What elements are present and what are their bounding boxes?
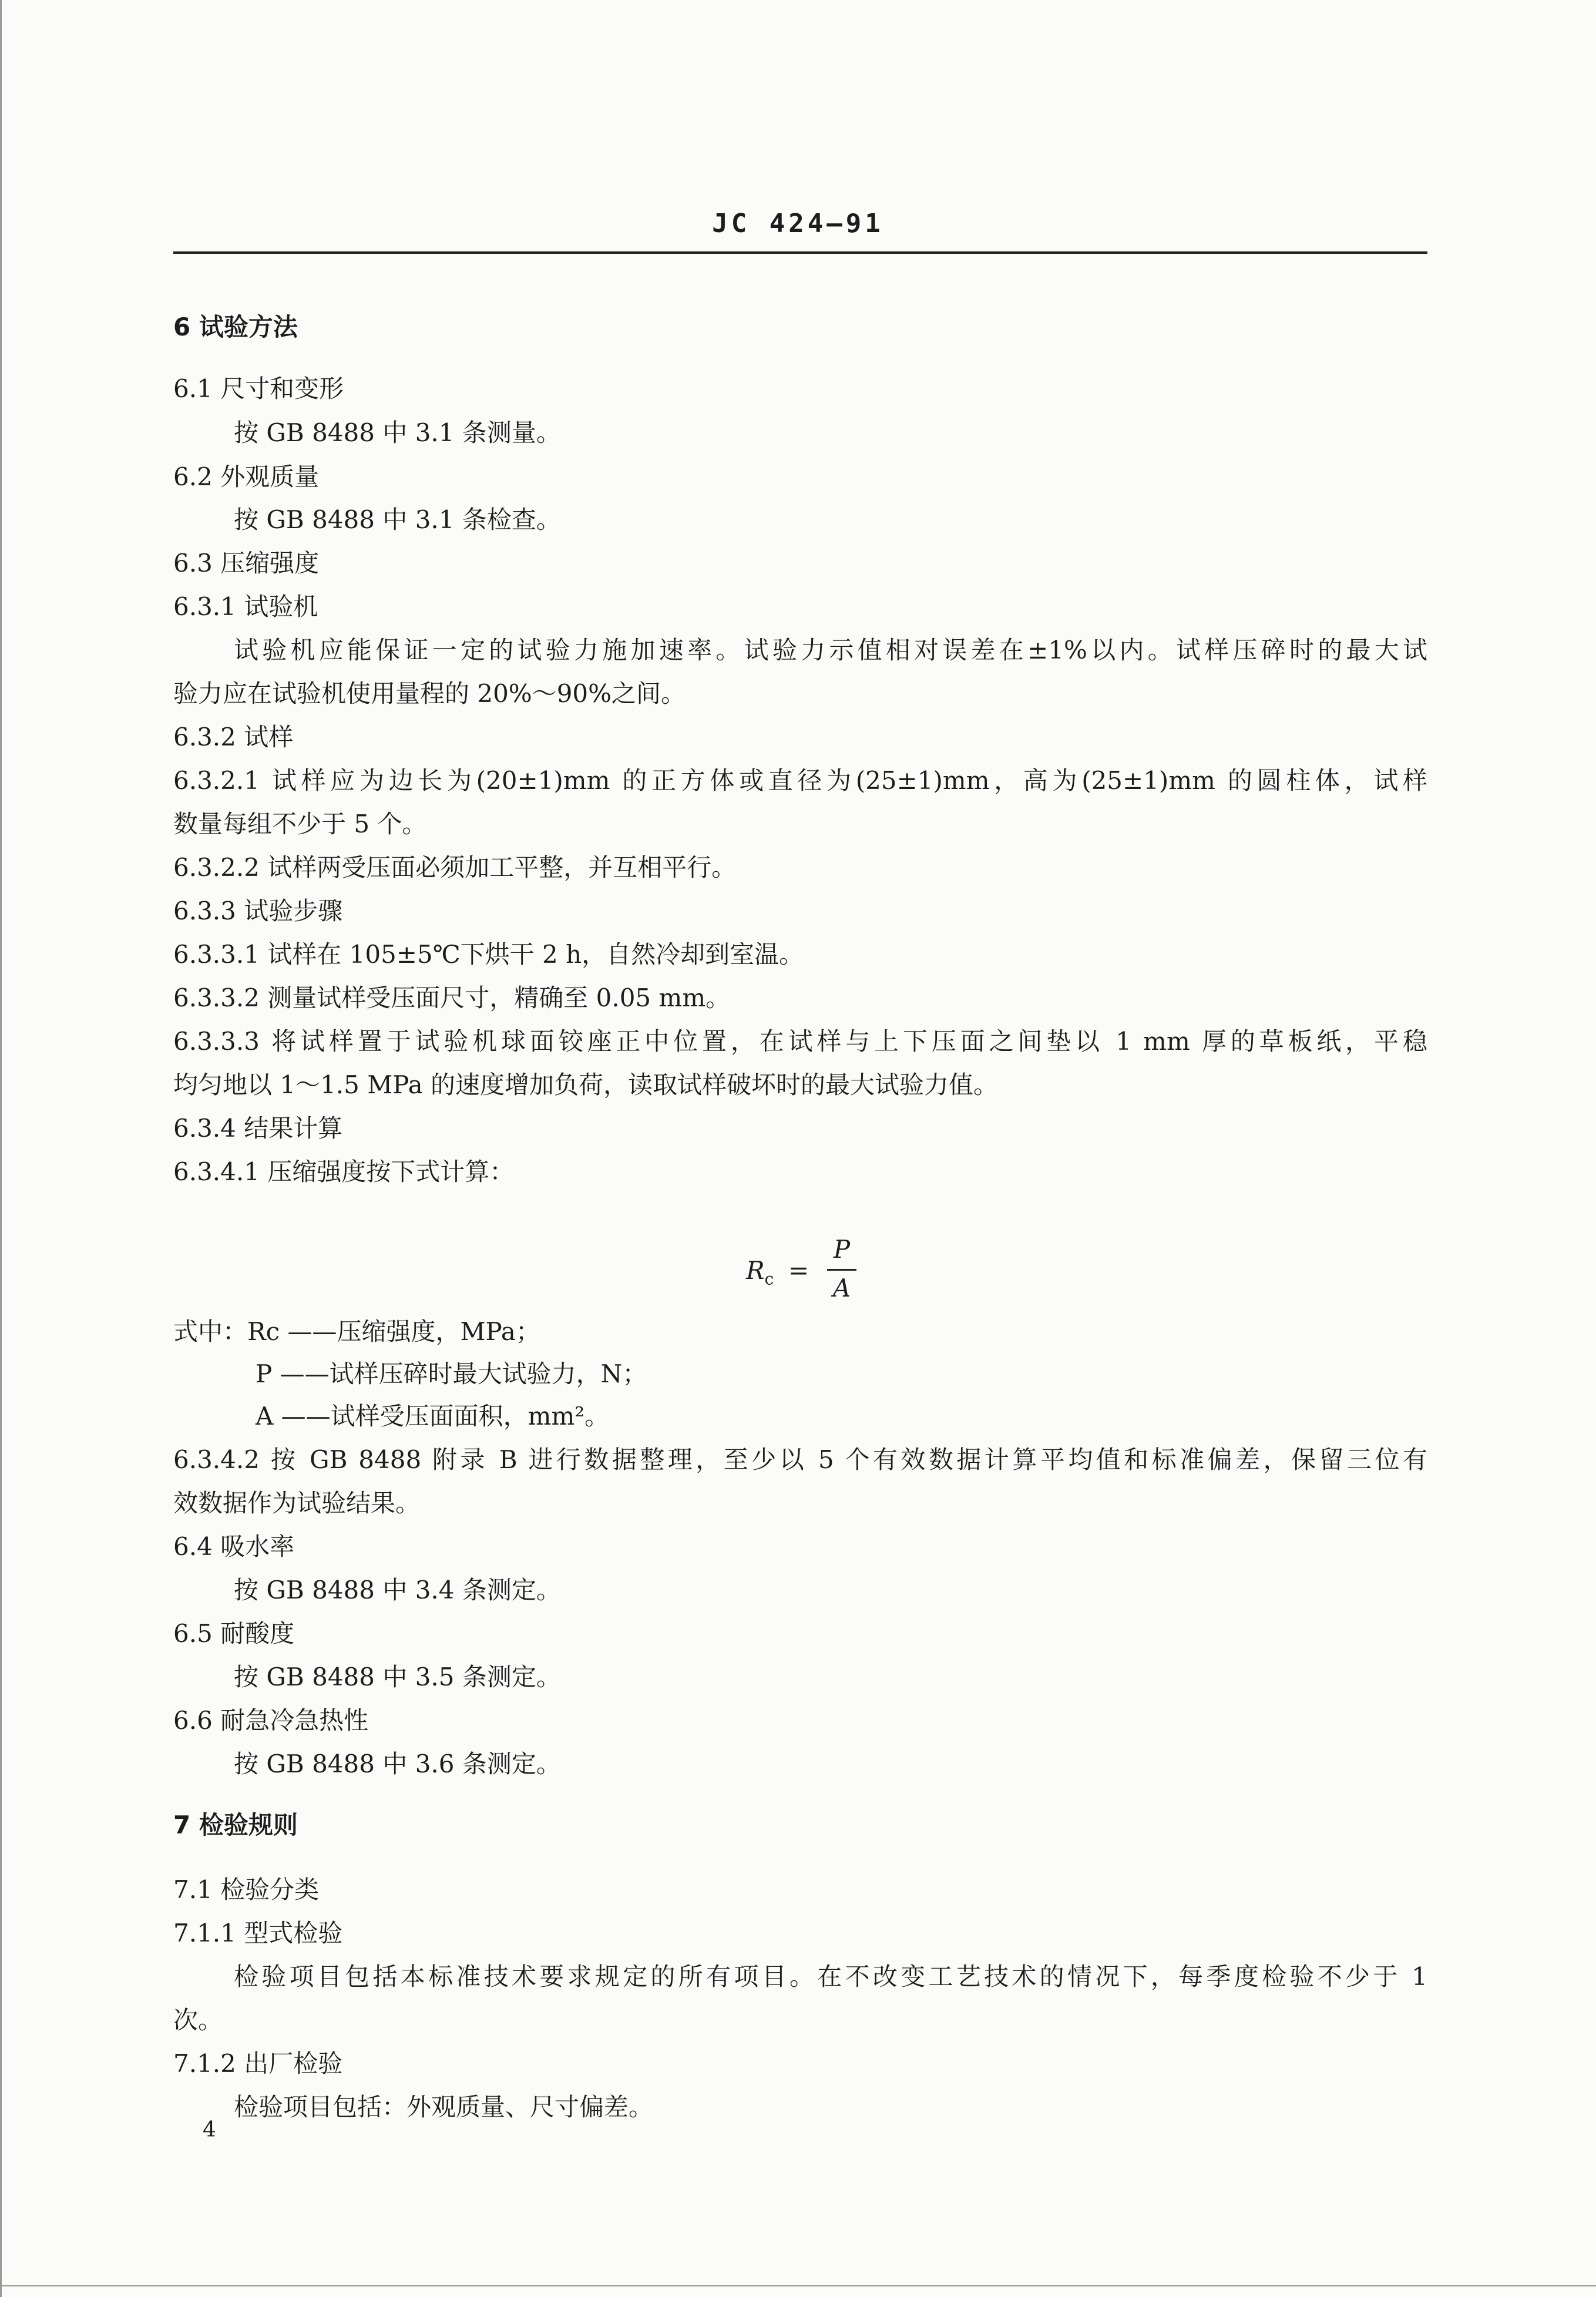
where-clause-a: A ——试样受压面面积，mm²。 [256,1402,610,1430]
header-rule [173,251,1427,254]
section-6-3-2-2: 6.3.2.2 试样两受压面必须加工平整，并互相平行。 [173,853,737,882]
formula-equals: = [788,1256,809,1285]
section-6-3-2-1-line2: 数量每组不少于 5 个。 [173,810,427,838]
formula-numerator: P [833,1235,851,1264]
section-7-1-1-body-line2: 次。 [173,2006,223,2034]
section-6-3: 6.3 压缩强度 [173,549,320,577]
bottom-scan-edge [0,2285,1596,2286]
formula-denominator: A [832,1274,851,1302]
section-6-4: 6.4 吸水率 [173,1532,295,1561]
section-7-1-1-body-line1: 检验项目包括本标准技术要求规定的所有项目。在不改变工艺技术的情况下，每季度检验不少于 1 [234,1962,1427,1991]
section-6-6-body: 按 GB 8488 中 3.6 条测定。 [234,1749,561,1778]
section-6-3-3-1: 6.3.3.1 试样在 105±5℃下烘干 2 h，自然冷却到室温。 [173,940,804,969]
where-clause-p: P ——试样压碎时最大试验力，N； [256,1359,647,1388]
left-scan-edge [0,0,2,2297]
page-number: 4 [203,2118,216,2142]
section-7-1-2-body: 检验项目包括：外观质量、尺寸偏差。 [234,2093,654,2121]
section-6-3-4-1: 6.3.4.1 压缩强度按下式计算： [173,1157,515,1186]
section-6-3-2: 6.3.2 试样 [173,723,294,751]
section-6-3-3-2: 6.3.3.2 测量试样受压面尺寸，精确至 0.05 mm。 [173,983,731,1012]
section-6-3-1-body-line2: 验力应在试验机使用量程的 20%～90%之间。 [173,679,686,708]
section-7-1: 7.1 检验分类 [173,1875,320,1904]
heading-6: 6 试验方法 [173,313,298,341]
section-6-5-body: 按 GB 8488 中 3.5 条测定。 [234,1663,561,1691]
section-6-3-4-2-line1: 6.3.4.2 按 GB 8488 附录 B 进行数据整理，至少以 5 个有效数据计算平均值和标准偏差，保留三位有 [173,1445,1427,1474]
section-6-3-3: 6.3.3 试验步骤 [173,896,343,925]
section-6-3-2-1-line1: 6.3.2.1 试样应为边长为(20±1)mm 的正方体或直径为(25±1)mm，高为(25±1)mm 的圆柱体，试样 [173,766,1427,795]
standard-code: JC 424—91 [712,209,884,239]
section-6-3-1-body-line1: 试验机应能保证一定的试验力施加速率。试验力示值相对误差在±1%以内。试样压碎时的最大试 [234,636,1427,664]
section-7-1-1: 7.1.1 型式检验 [173,1919,343,1947]
section-7-1-2: 7.1.2 出厂检验 [173,2049,343,2078]
section-6-3-3-3-line1: 6.3.3.3 将试样置于试验机球面铰座正中位置，在试样与上下压面之间垫以 1 mm 厚的草板纸，平稳 [173,1027,1427,1056]
section-6-3-3-3-line2: 均匀地以 1～1.5 MPa 的速度增加负荷，读取试样破坏时的最大试验力值。 [173,1070,998,1099]
section-6-1-body: 按 GB 8488 中 3.1 条测量。 [234,418,561,447]
section-6-1: 6.1 尺寸和变形 [173,374,344,403]
section-6-2: 6.2 外观质量 [173,462,320,491]
section-6-3-4-2-line2: 效数据作为试验结果。 [173,1489,421,1517]
section-6-6: 6.6 耐急冷急热性 [173,1706,369,1735]
section-6-2-body: 按 GB 8488 中 3.1 条检查。 [234,505,561,534]
section-6-4-body: 按 GB 8488 中 3.4 条测定。 [234,1576,561,1604]
compressive-strength-formula [746,1235,863,1304]
section-6-3-1: 6.3.1 试验机 [173,592,318,621]
where-clause-rc: 式中：Rc ——压缩强度，MPa； [173,1317,540,1346]
heading-7: 7 检验规则 [173,1811,298,1839]
section-6-3-4: 6.3.4 结果计算 [173,1114,343,1143]
formula-lhs: $R_c$ [746,1256,774,1289]
fraction-bar [827,1269,856,1271]
section-6-5: 6.5 耐酸度 [173,1619,295,1648]
